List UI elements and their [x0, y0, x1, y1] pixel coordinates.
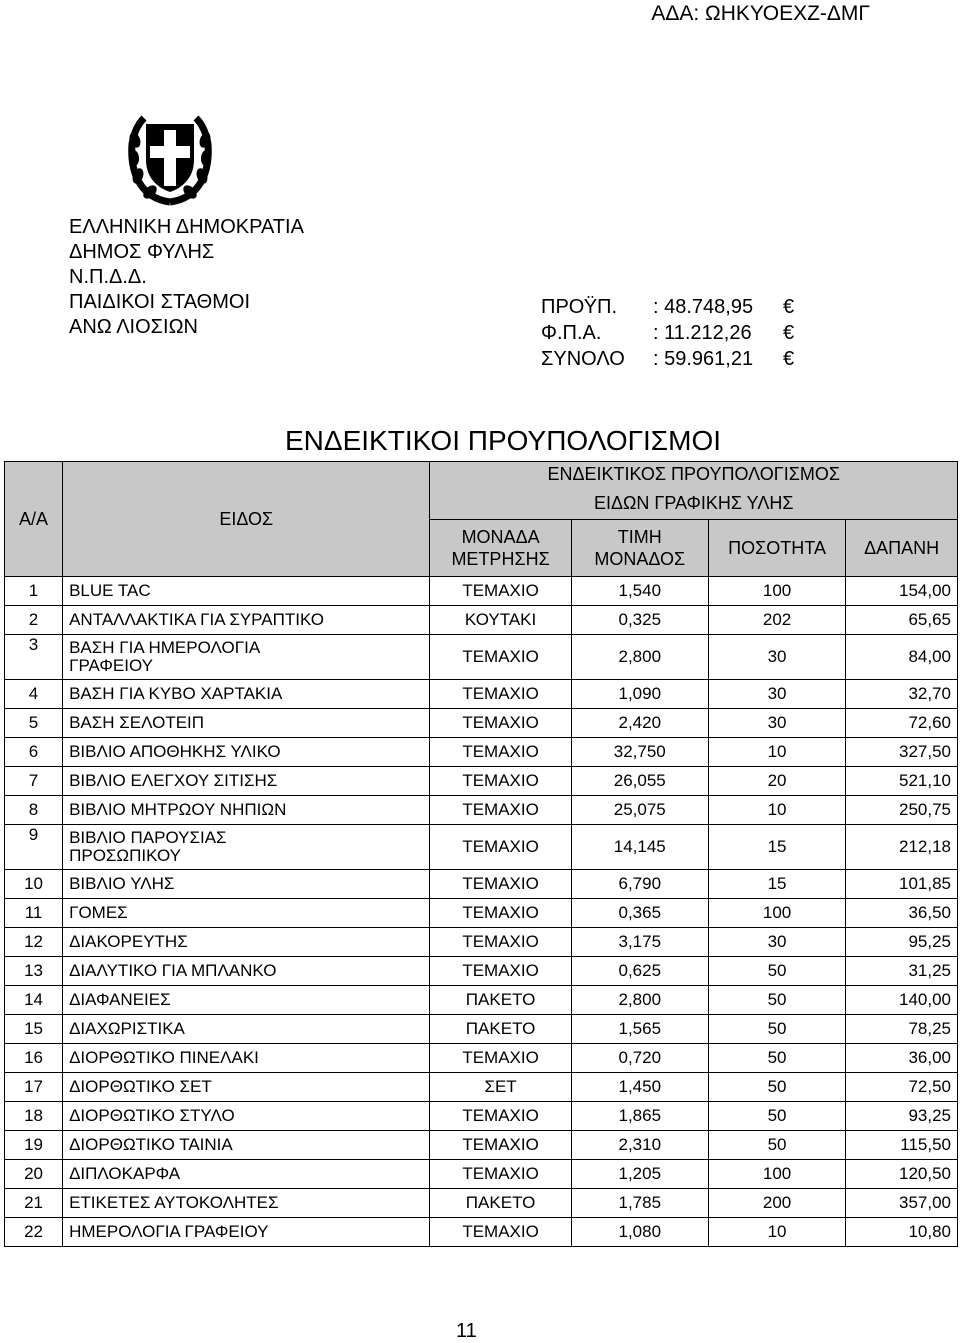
row-cost: 93,25 [846, 1102, 958, 1131]
row-cost: 95,25 [846, 928, 958, 957]
row-unit: ΠΑΚΕΤΟ [430, 986, 571, 1015]
row-item: ΔΙΑΛΥΤΙΚΟ ΓΙΑ ΜΠΛΑΝΚΟ [63, 957, 430, 986]
table-row [5, 986, 958, 1015]
row-price: 1,090 [571, 680, 708, 709]
table-row [5, 928, 958, 957]
row-aa: 21 [5, 1189, 63, 1218]
row-price: 1,450 [571, 1073, 708, 1102]
row-cost: 357,00 [846, 1189, 958, 1218]
row-item: ΒΑΣΗ ΣΕΛΟΤΕΙΠ [63, 709, 430, 738]
row-unit: ΣΕΤ [430, 1073, 571, 1102]
row-aa: 11 [5, 899, 63, 928]
row-qty: 10 [708, 1218, 845, 1247]
row-item: ΔΙΑΚΟΡΕΥΤΗΣ [63, 928, 430, 957]
budget-total-label: ΣΥΝΟΛΟ [541, 348, 625, 370]
table-row [5, 796, 958, 825]
row-qty: 100 [708, 1160, 845, 1189]
table-row [5, 1160, 958, 1189]
row-unit: ΤΕΜΑΧΙΟ [430, 1102, 571, 1131]
items-table [4, 461, 958, 1247]
row-unit: ΤΕΜΑΧΙΟ [430, 1044, 571, 1073]
org-line-1: ΕΛΛΗΝΙΚΗ ΔΗΜΟΚΡΑΤΙΑ [69, 216, 304, 238]
row-unit: ΤΕΜΑΧΙΟ [430, 577, 571, 606]
row-item: ΔΙΠΛΟΚΑΡΦΑ [63, 1160, 430, 1189]
euro-icon: € [783, 322, 795, 344]
row-aa: 16 [5, 1044, 63, 1073]
row-item: ΒΙΒΛΙΟ ΑΠΟΘΗΚΗΣ ΥΛΙΚΟ [63, 738, 430, 767]
row-unit: ΤΕΜΑΧΙΟ [430, 767, 571, 796]
header-item: ΕΙΔΟΣ [63, 462, 430, 577]
row-item: ΒΙΒΛΙΟ ΜΗΤΡΩΟΥ ΝΗΠΙΩΝ [63, 796, 430, 825]
row-cost: 250,75 [846, 796, 958, 825]
row-item-line-1: ΒΑΣΗ ΓΙΑ ΗΜΕΡΟΛΟΓΙΑ [69, 638, 261, 657]
row-price: 1,785 [571, 1189, 708, 1218]
row-price: 1,205 [571, 1160, 708, 1189]
table-row [5, 957, 958, 986]
table-row [5, 899, 958, 928]
org-line-4: ΠΑΙΔΙΚΟΙ ΣΤΑΘΜΟΙ [69, 291, 250, 313]
header-unit-line-2: ΜΕΤΡΗΣΗΣ [451, 549, 550, 569]
row-cost: 36,00 [846, 1044, 958, 1073]
row-price: 14,145 [571, 825, 708, 870]
row-price: 1,080 [571, 1218, 708, 1247]
table-row [5, 606, 958, 635]
budget-vat-label: Φ.Π.Α. [541, 322, 602, 344]
row-price: 2,420 [571, 709, 708, 738]
row-unit: ΤΕΜΑΧΙΟ [430, 1131, 571, 1160]
row-item: ΒΙΒΛΙΟ ΕΛΕΓΧΟΥ ΣΙΤΙΣΗΣ [63, 767, 430, 796]
row-unit: ΤΕΜΑΧΙΟ [430, 870, 571, 899]
row-unit: ΤΕΜΑΧΙΟ [430, 635, 571, 680]
budget-row-pre [541, 294, 807, 320]
row-item [63, 825, 430, 870]
table-subtitle: ΕΝΔΕΙΚΤΙΚΟΣ ΠΡΟΥΠΟΛΟΓΙΣΜΟΣ [430, 462, 958, 488]
row-cost: 120,50 [846, 1160, 958, 1189]
table-row [5, 709, 958, 738]
row-cost: 65,65 [846, 606, 958, 635]
row-price: 32,750 [571, 738, 708, 767]
table-row [5, 767, 958, 796]
row-price: 0,720 [571, 1044, 708, 1073]
row-qty: 10 [708, 796, 845, 825]
row-cost: 115,50 [846, 1131, 958, 1160]
row-aa: 22 [5, 1218, 63, 1247]
row-cost: 10,80 [846, 1218, 958, 1247]
header-cost: ΔΑΠΑΝΗ [846, 520, 958, 577]
row-unit: ΠΑΚΕΤΟ [430, 1189, 571, 1218]
table-row [5, 1073, 958, 1102]
table-row [5, 870, 958, 899]
row-cost: 31,25 [846, 957, 958, 986]
row-item: BLUE TAC [63, 577, 430, 606]
row-item: ΗΜΕΡΟΛΟΓΙΑ ΓΡΑΦΕΙΟΥ [63, 1218, 430, 1247]
row-price: 0,625 [571, 957, 708, 986]
row-aa: 17 [5, 1073, 63, 1102]
row-aa: 3 [5, 635, 63, 680]
row-unit: ΤΕΜΑΧΙΟ [430, 928, 571, 957]
org-line-5: ΑΝΩ ΛΙΟΣΙΩΝ [69, 316, 198, 338]
table-row [5, 1131, 958, 1160]
row-cost: 212,18 [846, 825, 958, 870]
row-qty: 50 [708, 957, 845, 986]
row-price: 6,790 [571, 870, 708, 899]
row-unit: ΤΕΜΑΧΙΟ [430, 1160, 571, 1189]
euro-icon: € [783, 348, 795, 370]
row-item: ΔΙΟΡΘΩΤΙΚΟ ΣΕΤ [63, 1073, 430, 1102]
row-item: ΔΙΟΡΘΩΤΙΚΟ ΤΑΙΝΙΑ [63, 1131, 430, 1160]
table-row [5, 1102, 958, 1131]
row-aa: 12 [5, 928, 63, 957]
row-aa: 10 [5, 870, 63, 899]
budget-pre-value: : 48.748,95 [653, 296, 754, 318]
header-price-line-2: ΜΟΝΑΔΟΣ [594, 549, 686, 569]
row-cost: 72,50 [846, 1073, 958, 1102]
row-item: ΔΙΑΦΑΝΕΙΕΣ [63, 986, 430, 1015]
main-title: ΕΝΔΕΙΚΤΙΚΟΙ ΠΡΟΥΠΟΛΟΓΙΣΜΟΙ [285, 425, 721, 456]
row-unit: ΤΕΜΑΧΙΟ [430, 680, 571, 709]
row-cost: 72,60 [846, 709, 958, 738]
row-unit: ΤΕΜΑΧΙΟ [430, 899, 571, 928]
budget-summary [541, 294, 807, 372]
row-qty: 200 [708, 1189, 845, 1218]
budget-total-value: : 59.961,21 [653, 348, 754, 370]
euro-icon: € [783, 296, 795, 318]
table-row [5, 1044, 958, 1073]
row-unit: ΚΟΥΤΑΚΙ [430, 606, 571, 635]
row-aa: 6 [5, 738, 63, 767]
row-item: ΑΝΤΑΛΛΑΚΤΙΚΑ ΓΙΑ ΣΥΡΑΠΤΙΚΟ [63, 606, 430, 635]
row-qty: 50 [708, 1073, 845, 1102]
row-aa: 15 [5, 1015, 63, 1044]
org-line-3: Ν.Π.Δ.Δ. [69, 266, 147, 288]
row-price: 2,310 [571, 1131, 708, 1160]
ada-code: ΑΔΑ: ΩΗΚΥΟΕΧΖ-ΔΜΓ [651, 2, 870, 25]
row-cost: 36,50 [846, 899, 958, 928]
row-cost: 140,00 [846, 986, 958, 1015]
row-unit: ΤΕΜΑΧΙΟ [430, 796, 571, 825]
row-item: ΒΑΣΗ ΓΙΑ ΚΥΒΟ ΧΑΡΤΑΚΙΑ [63, 680, 430, 709]
table-row [5, 1015, 958, 1044]
row-price: 2,800 [571, 986, 708, 1015]
row-aa: 1 [5, 577, 63, 606]
row-cost: 32,70 [846, 680, 958, 709]
row-cost: 78,25 [846, 1015, 958, 1044]
row-aa: 2 [5, 606, 63, 635]
header-unit-line-1: ΜΟΝΑΔΑ [461, 527, 540, 547]
row-item: ΔΙΟΡΘΩΤΙΚΟ ΣΤΥΛΟ [63, 1102, 430, 1131]
row-cost: 101,85 [846, 870, 958, 899]
page-number: 11 [456, 1320, 477, 1342]
row-unit: ΠΑΚΕΤΟ [430, 1015, 571, 1044]
row-qty: 50 [708, 1015, 845, 1044]
row-item: ΓΟΜΕΣ [63, 899, 430, 928]
organization-header [69, 215, 304, 340]
row-cost: 84,00 [846, 635, 958, 680]
row-aa: 9 [5, 825, 63, 870]
row-qty: 15 [708, 825, 845, 870]
budget-row-vat [541, 320, 807, 346]
row-qty: 30 [708, 709, 845, 738]
row-item: ΔΙΑΧΩΡΙΣΤΙΚΑ [63, 1015, 430, 1044]
table-row [5, 825, 958, 870]
row-qty: 50 [708, 986, 845, 1015]
coat-of-arms-icon [126, 110, 214, 206]
row-aa: 18 [5, 1102, 63, 1131]
row-cost: 327,50 [846, 738, 958, 767]
row-qty: 15 [708, 870, 845, 899]
table-row [5, 635, 958, 680]
row-item-line-1: ΒΙΒΛΙΟ ΠΑΡΟΥΣΙΑΣ [69, 828, 227, 847]
row-cost: 521,10 [846, 767, 958, 796]
row-qty: 50 [708, 1131, 845, 1160]
row-unit: ΤΕΜΑΧΙΟ [430, 825, 571, 870]
table-row [5, 1189, 958, 1218]
row-item-line-2: ΓΡΑΦΕΙΟΥ [69, 656, 154, 675]
header-qty: ΠΟΣΟΤΗΤΑ [708, 520, 845, 577]
row-unit: ΤΕΜΑΧΙΟ [430, 957, 571, 986]
header-aa: Α/Α [5, 462, 63, 577]
row-qty: 100 [708, 899, 845, 928]
row-qty: 10 [708, 738, 845, 767]
row-price: 0,325 [571, 606, 708, 635]
table-row [5, 738, 958, 767]
row-qty: 30 [708, 680, 845, 709]
table-row [5, 680, 958, 709]
row-aa: 14 [5, 986, 63, 1015]
row-aa: 7 [5, 767, 63, 796]
row-item: ΕΤΙΚΕΤΕΣ ΑΥΤΟΚΟΛΗΤΕΣ [63, 1189, 430, 1218]
header-price [571, 520, 708, 577]
row-unit: ΤΕΜΑΧΙΟ [430, 1218, 571, 1247]
row-item: ΔΙΟΡΘΩΤΙΚΟ ΠΙΝΕΛΑΚΙ [63, 1044, 430, 1073]
row-qty: 50 [708, 1102, 845, 1131]
row-qty: 30 [708, 928, 845, 957]
row-cost: 154,00 [846, 577, 958, 606]
org-line-2: ΔΗΜΟΣ ΦΥΛΗΣ [69, 241, 215, 263]
table-row [5, 1218, 958, 1247]
row-aa: 19 [5, 1131, 63, 1160]
row-qty: 202 [708, 606, 845, 635]
row-qty: 100 [708, 577, 845, 606]
row-item: ΒΙΒΛΙΟ ΥΛΗΣ [63, 870, 430, 899]
row-price: 2,800 [571, 635, 708, 680]
row-price: 25,075 [571, 796, 708, 825]
row-price: 26,055 [571, 767, 708, 796]
table-subtitle-row [5, 462, 958, 488]
header-price-line-1: ΤΙΜΗ [617, 527, 662, 547]
row-price: 3,175 [571, 928, 708, 957]
row-unit: ΤΕΜΑΧΙΟ [430, 709, 571, 738]
row-qty: 20 [708, 767, 845, 796]
row-qty: 50 [708, 1044, 845, 1073]
row-price: 1,565 [571, 1015, 708, 1044]
row-qty: 30 [708, 635, 845, 680]
row-aa: 4 [5, 680, 63, 709]
row-item [63, 635, 430, 680]
budget-vat-value: : 11.212,26 [653, 322, 752, 344]
row-item-line-2: ΠΡΟΣΩΠΙΚΟΥ [69, 846, 181, 865]
row-price: 1,865 [571, 1102, 708, 1131]
budget-pre-label: ΠΡΟΫΠ. [541, 296, 618, 318]
row-aa: 5 [5, 709, 63, 738]
table-title: ΕΙΔΩΝ ΓΡΑΦΙΚΗΣ ΥΛΗΣ [430, 487, 958, 520]
row-aa: 8 [5, 796, 63, 825]
budget-row-total [541, 346, 807, 372]
row-price: 0,365 [571, 899, 708, 928]
row-aa: 20 [5, 1160, 63, 1189]
table-row [5, 577, 958, 606]
row-aa: 13 [5, 957, 63, 986]
row-unit: ΤΕΜΑΧΙΟ [430, 738, 571, 767]
row-price: 1,540 [571, 577, 708, 606]
header-unit [430, 520, 571, 577]
